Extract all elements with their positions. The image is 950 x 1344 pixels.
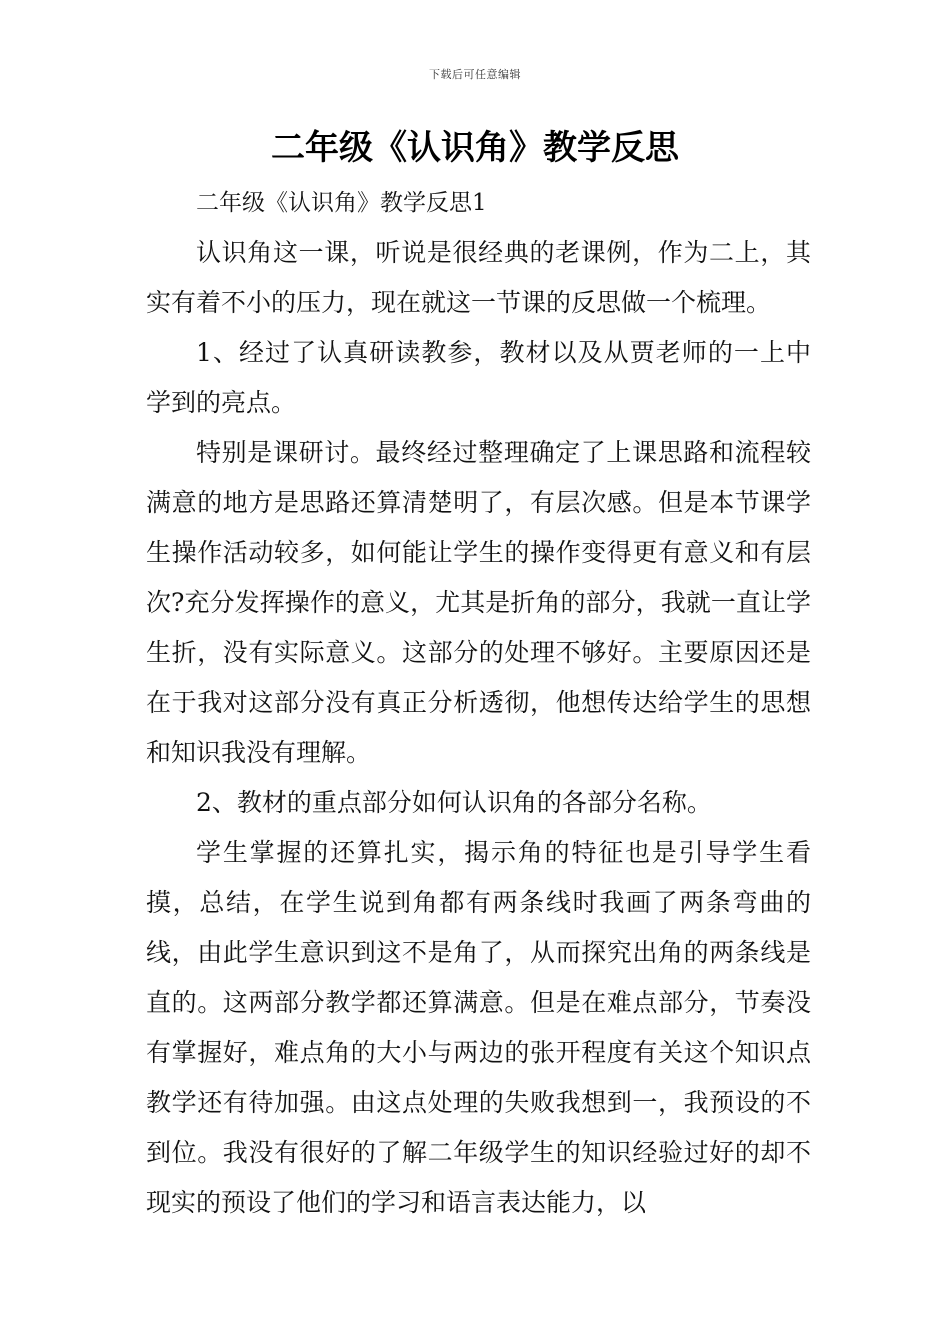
- paragraph-discussion: 特别是课研讨。最终经过整理确定了上课思路和流程较满意的地方是思路还算清楚明了，有层次感。但是本节课学生操作活动较多，如何能让学生的操作变得更有意义和有层次?充分发挥操作的意义，尤其是折角的部分，我就一直让学生折，没有实际意义。这部分的处理不够好。主要原因还是在于我对这部分没有真正分析透彻，他想传达给学生的思想和知识我没有理解。: [146, 438, 811, 767]
- paragraph-analysis: 学生掌握的还算扎实，揭示角的特征也是引导学生看摸，总结，在学生说到角都有两条线时我画了两条弯曲的线，由此学生意识到这不是角了，从而探究出角的两条线是直的。这两部分教学都还算满意。但是在难点部分，节奏没有掌握好，难点角的大小与两边的张开程度有关这个知识点教学还有待加强。由这点处理的失败我想到一，我预设的不到位。我没有很好的了解二年级学生的知识经验过好的却不现实的预设了他们的学习和语言表达能力，以: [146, 838, 811, 1217]
- document-title: 二年级《认识角》教学反思: [271, 128, 679, 168]
- paragraph-point-1: 1、经过了认真研读教参，教材以及从贾老师的一上中学到的亮点。: [146, 338, 811, 417]
- section-subtitle: 二年级《认识角》教学反思1: [196, 190, 487, 216]
- paragraph-intro: 认识角这一课，听说是很经典的老课例，作为二上，其实有着不小的压力，现在就这一节课的反思做一个梳理。: [146, 238, 811, 317]
- document-body: [146, 178, 811, 1228]
- header-note: 下载后可任意编辑: [429, 68, 521, 81]
- paragraph-point-2: 2、教材的重点部分如何认识角的各部分名称。: [196, 788, 712, 817]
